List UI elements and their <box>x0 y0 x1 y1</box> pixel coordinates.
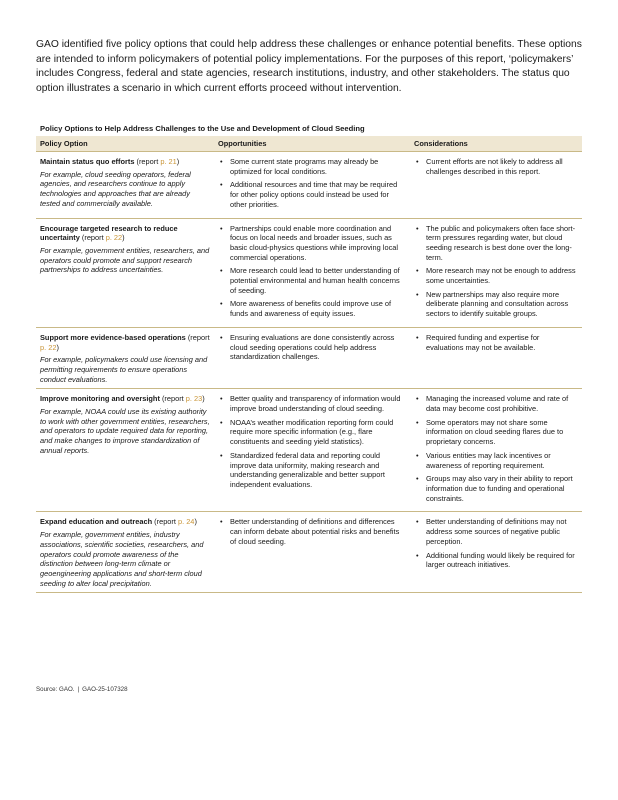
table-row <box>36 389 582 512</box>
report-page-link[interactable]: p. 22 <box>105 233 123 243</box>
report-ref-suffix: ) <box>194 517 197 527</box>
considerations-cell-list <box>414 224 578 319</box>
opportunities-cell <box>214 218 410 327</box>
list-item: • Groups may also vary in their ability to report information due to funding and operational constraints. <box>426 474 578 503</box>
table-row <box>36 218 582 327</box>
list-item: • The public and policymakers often face short-term pressures regarding water, but cloud seeding research is best done over the long-term. <box>426 224 578 263</box>
report-ref-suffix: ) <box>122 233 125 243</box>
policy-option-heading <box>40 394 210 404</box>
list-item: • Some current state programs may already be optimized for local conditions. <box>230 157 406 176</box>
opportunities-cell <box>214 512 410 593</box>
list-item: • NOAA’s weather modification reporting form could require more specific information (e.g., flare constituents and seeding yield statistics). <box>230 418 406 447</box>
table-row <box>36 327 582 389</box>
list-item: • New partnerships may also require more deliberate planning and consultation across sectors to identify suitable groups. <box>426 290 578 319</box>
list-item: • More research may not be enough to address some uncertainties. <box>426 266 578 285</box>
report-page-link[interactable]: p. 24 <box>177 517 195 527</box>
policy-option-cell <box>36 152 214 219</box>
opportunities-cell-list <box>218 333 406 362</box>
considerations-cell <box>410 152 582 219</box>
report-ref-prefix: (report <box>152 517 178 527</box>
opportunities-cell-list <box>218 517 406 546</box>
report-page-link[interactable]: p. 23 <box>185 394 203 404</box>
report-id: GAO-25-107328 <box>82 686 128 693</box>
policy-option-example: For example, government entities, industry associations, scientific societies, researchers, and operators could promote awareness of the distinction between long-term climate or geoengineering applications and short-term cloud seeding to alter local precipitation. <box>40 530 204 588</box>
list-item: • Ensuring evaluations are done consistently across cloud seeding operations could help address standardization challenges. <box>230 333 406 362</box>
source-separator: | <box>77 686 80 693</box>
considerations-cell <box>410 327 582 389</box>
considerations-cell-list <box>414 394 578 503</box>
considerations-cell-list <box>414 157 578 176</box>
policy-option-heading <box>40 517 210 527</box>
list-item: • Standardized federal data and reporting could improve data uniformity, making research and understanding generalizable and better support independent evaluations. <box>230 451 406 490</box>
report-page-link[interactable]: p. 21 <box>160 157 177 166</box>
opportunities-cell-list <box>218 157 406 210</box>
policy-option-heading <box>40 333 210 352</box>
list-item: • Additional funding would likely be required for larger outreach initiatives. <box>426 551 578 570</box>
list-item: • More research could lead to better understanding of potential environmental and human health concerns of seeding. <box>230 266 406 295</box>
table-header-row <box>36 136 582 152</box>
policy-option-example: For example, government entities, researchers, and operators could promote and support research partnerships to address uncertainties. <box>40 245 210 275</box>
opportunities-cell <box>214 152 410 219</box>
policy-option-cell <box>36 512 214 593</box>
report-ref-prefix: (report <box>79 233 106 243</box>
considerations-cell-list <box>414 333 578 352</box>
list-item: • Better understanding of definitions and differences can inform debate about potential risks and benefits of cloud seeding. <box>230 517 406 546</box>
policy-option-title: Expand education and outreach <box>40 517 153 527</box>
opportunities-cell-list <box>218 224 406 319</box>
policy-option-example: For example, cloud seeding operators, federal agencies, and researchers continue to apply technologies and approaches that are already tested and commercially available. <box>40 169 191 208</box>
policy-option-title: Encourage targeted research to reduce uncertainty <box>40 223 178 243</box>
list-item: • Required funding and expertise for evaluations may not be available. <box>426 333 578 352</box>
policy-option-title: Improve monitoring and oversight <box>40 394 160 404</box>
list-item: • More awareness of benefits could improve use of funds and awareness of equity issues. <box>230 299 406 318</box>
considerations-cell-list <box>414 517 578 570</box>
policy-option-cell <box>36 218 214 327</box>
header-policy-option: Policy Option <box>36 136 214 152</box>
list-item: • Some operators may not share some information on cloud seeding flares due to proprietary concerns. <box>426 418 578 447</box>
table-title: Policy Options to Help Address Challenges to the Use and Development of Cloud Seeding <box>40 124 365 133</box>
list-item: • Managing the increased volume and rate of data may become cost prohibitive. <box>426 394 578 413</box>
opportunities-cell <box>214 327 410 389</box>
table-row <box>36 512 582 593</box>
policy-option-title: Support more evidence-based operations <box>40 332 186 342</box>
considerations-cell <box>410 218 582 327</box>
list-item: • Better understanding of definitions may not address some sources of negative public perception. <box>426 517 578 546</box>
policy-option-title: Maintain status quo efforts <box>40 157 135 166</box>
policy-option-cell <box>36 389 214 512</box>
intro-paragraph: GAO identified five policy options that could help address these challenges or enhance potential benefits. These options are intended to inform policymakers of potential policy implementations. For the purposes of this report, ‘policymakers’ includes Congress, federal and state agencies, research institutions, industry, and other stakeholders. The status quo option illustrates a scenario in which current efforts proceed without intervention. <box>36 39 582 94</box>
report-ref-suffix: ) <box>202 394 205 404</box>
considerations-cell <box>410 389 582 512</box>
list-item: • Additional resources and time that may be required for other policy options could instead be used for other priorities. <box>230 180 406 209</box>
list-item: • Current efforts are not likely to address all challenges described in this report. <box>426 157 578 176</box>
policy-options-table <box>36 136 582 593</box>
report-ref-prefix: (report <box>134 157 161 166</box>
policy-option-example: For example, policymakers could use licensing and permitting requirements to ensure operations conduct evaluations. <box>40 355 208 384</box>
source-label: Source: GAO. <box>36 686 75 693</box>
report-ref-prefix: (report <box>185 332 210 342</box>
report-page-link[interactable]: p. 22 <box>40 342 57 352</box>
report-ref-suffix: ) <box>176 157 180 166</box>
table-row <box>36 152 582 219</box>
policy-option-heading <box>40 157 210 167</box>
policy-option-example: For example, NOAA could use its existing authority to work with other government entities, researchers, and operators to update required data for reporting, and make changes to improve standardization of annual reports. <box>40 407 210 455</box>
report-ref-suffix: ) <box>56 342 59 352</box>
opportunities-cell <box>214 389 410 512</box>
opportunities-cell-list <box>218 394 406 489</box>
source-note <box>36 686 576 693</box>
header-considerations: Considerations <box>410 136 582 152</box>
list-item: • Various entities may lack incentives or awareness of reporting requirement. <box>426 451 578 470</box>
header-opportunities: Opportunities <box>214 136 410 152</box>
report-ref-prefix: (report <box>159 394 186 404</box>
list-item: • Partnerships could enable more coordination and focus on local needs and broader issues, such as basic cloud-physics questions while improving local commercial operations. <box>230 224 406 263</box>
policy-option-cell <box>36 327 214 389</box>
considerations-cell <box>410 512 582 593</box>
policy-option-heading <box>40 224 210 243</box>
list-item: • Better quality and transparency of information would improve broad understanding of cloud seeding. <box>230 394 406 413</box>
